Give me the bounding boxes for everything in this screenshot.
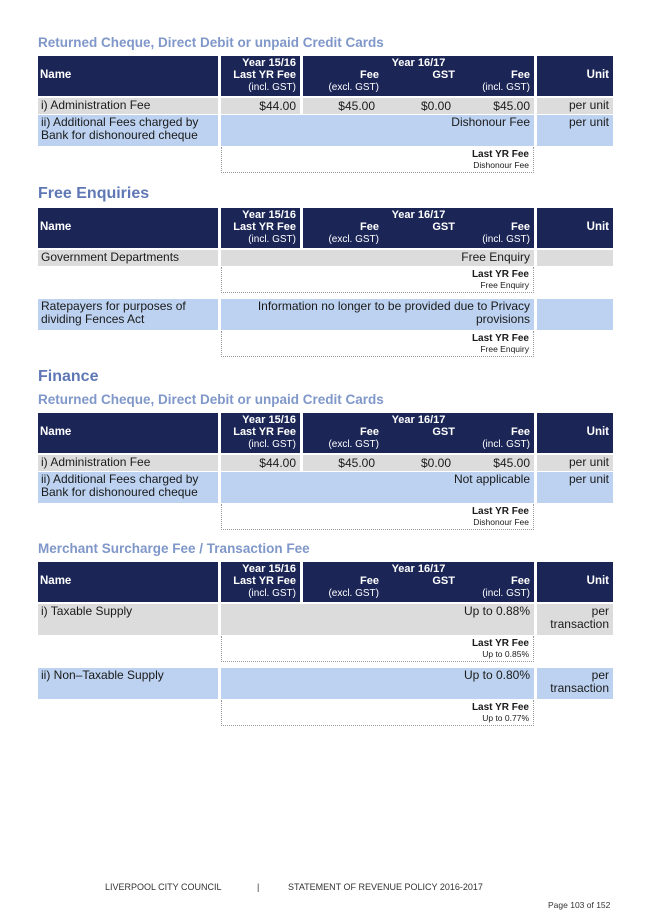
header-unit: Unit — [586, 69, 609, 81]
last-year-value: Up to 0.77% — [482, 713, 529, 723]
table-row — [38, 472, 613, 504]
header-excl-gst: (excl. GST) — [328, 82, 379, 93]
last-year-value: Free Enquiry — [480, 280, 529, 290]
header-gst: GST — [432, 221, 455, 233]
header-name: Name — [40, 426, 72, 438]
header-incl-gst-2: (incl. GST) — [482, 82, 530, 93]
section-title-merchant-surcharge: Merchant Surcharge Fee / Transaction Fee — [38, 541, 310, 556]
row-name: ii) Additional Fees charged by Bank for dishonoured cheque — [38, 472, 218, 503]
row-unit: per transaction — [537, 604, 613, 635]
header-last-fee: Last YR Fee — [233, 221, 296, 233]
header-excl-gst: (excl. GST) — [328, 439, 379, 450]
footer-separator: | — [257, 882, 260, 892]
fee-table-finance-returned-cheque — [38, 413, 613, 530]
fee-table-free-enquiries — [38, 208, 613, 357]
header-incl-gst: (incl. GST) — [248, 588, 296, 599]
last-year-value: Up to 0.85% — [482, 649, 529, 659]
footer-statement-title: STATEMENT OF REVENUE POLICY 2016-2017 — [288, 882, 483, 892]
header-name: Name — [40, 575, 72, 587]
header-incl-gst-2: (incl. GST) — [482, 588, 530, 599]
row-name: i) Administration Fee — [38, 98, 218, 114]
table-header — [38, 562, 613, 602]
table-header — [38, 56, 613, 96]
last-year-label: Last YR Fee — [471, 638, 529, 649]
header-gst: GST — [432, 575, 455, 587]
header-year-curr: Year 16/17 — [391, 57, 446, 69]
row-fee-span: Information no longer to be provided due to Privacy provisions — [221, 299, 534, 330]
last-year-fee-box — [221, 636, 534, 662]
row-unit — [537, 299, 613, 330]
row-name: ii) Non–Taxable Supply — [38, 668, 218, 699]
row-unit: per unit — [537, 472, 613, 503]
header-unit: Unit — [586, 426, 609, 438]
header-year-prev: Year 15/16 — [242, 414, 296, 426]
row-gst: $0.00 — [379, 98, 455, 114]
row-fee: $45.00 — [303, 455, 379, 471]
row-name: i) Administration Fee — [38, 455, 218, 471]
last-year-label: Last YR Fee — [471, 702, 529, 713]
section-title-returned-cheque-finance: Returned Cheque, Direct Debit or unpaid Credit Cards — [38, 392, 384, 407]
row-fee: $45.00 — [303, 98, 379, 114]
last-year-fee-box — [221, 504, 534, 530]
table-row — [38, 250, 613, 267]
table-row — [38, 604, 613, 636]
header-year-curr: Year 16/17 — [391, 563, 446, 575]
row-fee-span: Up to 0.88% — [221, 604, 534, 635]
footer-council-name: LIVERPOOL CITY COUNCIL — [105, 882, 222, 892]
last-year-fee-box — [221, 331, 534, 357]
header-excl-gst: (excl. GST) — [328, 588, 379, 599]
last-year-value: Dishonour Fee — [473, 160, 529, 170]
header-year-curr: Year 16/17 — [391, 209, 446, 221]
header-fee-incl: Fee — [511, 426, 530, 438]
row-unit: per unit — [537, 455, 613, 471]
row-last-fee: $44.00 — [221, 455, 300, 471]
row-fee-span: Dishonour Fee — [221, 115, 534, 146]
header-excl-gst: (excl. GST) — [328, 234, 379, 245]
row-name: Government Departments — [38, 250, 218, 266]
last-year-label: Last YR Fee — [471, 333, 529, 344]
row-name: i) Taxable Supply — [38, 604, 218, 635]
last-year-value: Dishonour Fee — [473, 517, 529, 527]
header-last-fee: Last YR Fee — [233, 69, 296, 81]
table-row — [38, 299, 613, 331]
row-fee-span: Not applicable — [221, 472, 534, 503]
fee-table-returned-cheque — [38, 56, 613, 173]
table-row — [38, 115, 613, 147]
header-name: Name — [40, 69, 72, 81]
last-year-fee-box — [221, 700, 534, 726]
row-unit — [537, 250, 613, 266]
row-fee-span: Free Enquiry — [221, 250, 534, 266]
table-row — [38, 455, 613, 472]
page-content — [38, 34, 613, 726]
header-fee: Fee — [360, 69, 379, 81]
header-fee: Fee — [360, 575, 379, 587]
section-title-finance: Finance — [38, 368, 99, 385]
last-year-fee-box — [221, 147, 534, 173]
header-year-prev: Year 15/16 — [242, 57, 296, 69]
table-header — [38, 208, 613, 248]
header-incl-gst-2: (incl. GST) — [482, 439, 530, 450]
row-last-fee: $44.00 — [221, 98, 300, 114]
header-year-prev: Year 15/16 — [242, 209, 296, 221]
header-incl-gst-2: (incl. GST) — [482, 234, 530, 245]
header-fee-incl: Fee — [511, 221, 530, 233]
row-name: ii) Additional Fees charged by Bank for dishonoured cheque — [38, 115, 218, 146]
row-unit: per unit — [537, 98, 613, 114]
header-year-prev: Year 15/16 — [242, 563, 296, 575]
row-gst: $0.00 — [379, 455, 455, 471]
table-row — [38, 98, 613, 115]
header-name: Name — [40, 221, 72, 233]
section-title-returned-cheque: Returned Cheque, Direct Debit or unpaid Credit Cards — [38, 35, 384, 50]
header-fee: Fee — [360, 221, 379, 233]
table-row — [38, 668, 613, 700]
header-incl-gst: (incl. GST) — [248, 82, 296, 93]
row-fee-incl: $45.00 — [455, 455, 534, 471]
header-incl-gst: (incl. GST) — [248, 234, 296, 245]
header-last-fee: Last YR Fee — [233, 426, 296, 438]
header-gst: GST — [432, 69, 455, 81]
row-unit: per transaction — [537, 668, 613, 699]
row-fee-incl: $45.00 — [455, 98, 534, 114]
row-name: Ratepayers for purposes of dividing Fences Act — [38, 299, 218, 330]
header-fee-incl: Fee — [511, 575, 530, 587]
row-fee-span: Up to 0.80% — [221, 668, 534, 699]
last-year-label: Last YR Fee — [471, 149, 529, 160]
section-title-free-enquiries: Free Enquiries — [38, 185, 150, 202]
last-year-label: Last YR Fee — [471, 506, 529, 517]
fee-table-merchant-surcharge — [38, 562, 613, 726]
last-year-value: Free Enquiry — [480, 344, 529, 354]
table-header — [38, 413, 613, 453]
last-year-label: Last YR Fee — [471, 269, 529, 280]
row-unit: per unit — [537, 115, 613, 146]
header-last-fee: Last YR Fee — [233, 575, 296, 587]
header-fee-incl: Fee — [511, 69, 530, 81]
header-year-curr: Year 16/17 — [391, 414, 446, 426]
header-unit: Unit — [586, 221, 609, 233]
header-unit: Unit — [586, 575, 609, 587]
header-gst: GST — [432, 426, 455, 438]
last-year-fee-box — [221, 267, 534, 293]
header-incl-gst: (incl. GST) — [248, 439, 296, 450]
page-number: Page 103 of 152 — [548, 900, 611, 910]
header-fee: Fee — [360, 426, 379, 438]
